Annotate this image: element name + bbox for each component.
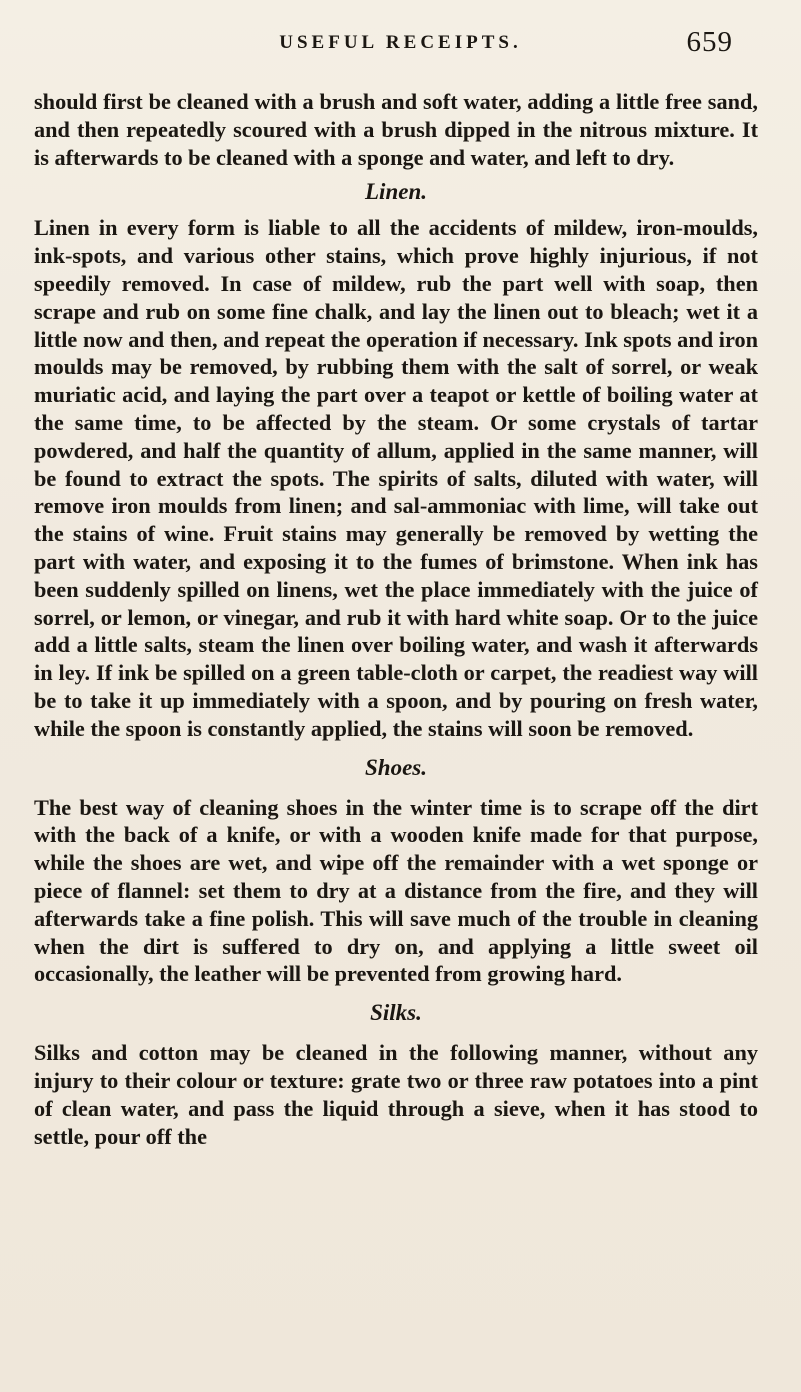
section-text-shoes: The best way of cleaning shoes in the winter time is to scrape off the dirt with the back of a knife, or with a wooden knife made for that purpose, while the shoes are wet, and wipe off the remainder with a wet sponge or piece of flannel: set them to dry at a distance from the fire, and they will afterwards take a fine polish. This will save much of the trouble in cleaning when the dirt is suffered to dry on, and applying a little sweet oil occasionally, the leather will be prevented from growing hard.: [34, 794, 758, 987]
section-heading-shoes: Shoes.: [365, 754, 427, 780]
section-text-silks: Silks and cotton may be cleaned in the following manner, without any injury to their colour or texture: grate two or three raw potatoes into a pint of clean water, and pass the liquid through a sieve, when it has stood to settle, pour off the: [34, 1040, 758, 1149]
section-heading-linen: Linen.: [365, 179, 427, 205]
body-text: [34, 88, 758, 1150]
intro-paragraph: should first be cleaned with a brush and soft water, adding a little free sand, and then repeatedly scoured with a brush dipped in the nitrous mixture. It is afterwards to be cleaned with a sponge and water, and left to dry.: [34, 89, 758, 170]
page-number: 659: [686, 26, 733, 58]
running-head: USEFUL RECEIPTS.: [279, 32, 522, 53]
page-header: [0, 26, 801, 66]
section-heading-silks: Silks.: [370, 1000, 422, 1026]
section-text-linen: Linen in every form is liable to all the accidents of mildew, iron-moulds, ink-spots, and various other stains, which prove highly injurious, if not speedily removed. In case of mildew, rub the part well with soap, then scrape and rub on some fine chalk, and lay the linen out to bleach; wet it a little now and then, and repeat the operation if necessary. Ink spots and iron moulds may be removed, by rubbing them with the salt of sorrel, or weak muriatic acid, and laying the part over a teapot or kettle of boiling water at the same time, to be affected by the steam. Or some crystals of tartar powdered, and half the quantity of allum, applied in the same manner, will be found to extract the spots. The spirits of salts, diluted with water, will remove iron moulds from linen; and sal-ammoniac with lime, will take out the stains of wine. Fruit stains may generally be removed by wetting the part with water, and exposing it to the fumes of brimstone. When ink has been suddenly spilled on linens, wet the place immediately with the juice of sorrel, or lemon, or vinegar, and rub it with hard white soap. Or to the juice add a little salts, steam the linen over boiling water, and wash it afterwards in ley. If ink be spilled on a green table-cloth or carpet, the readiest way will be to take it up immediately with a spoon, and by pouring on fresh water, while the spoon is constantly applied, the stains will soon be removed.: [34, 215, 758, 741]
